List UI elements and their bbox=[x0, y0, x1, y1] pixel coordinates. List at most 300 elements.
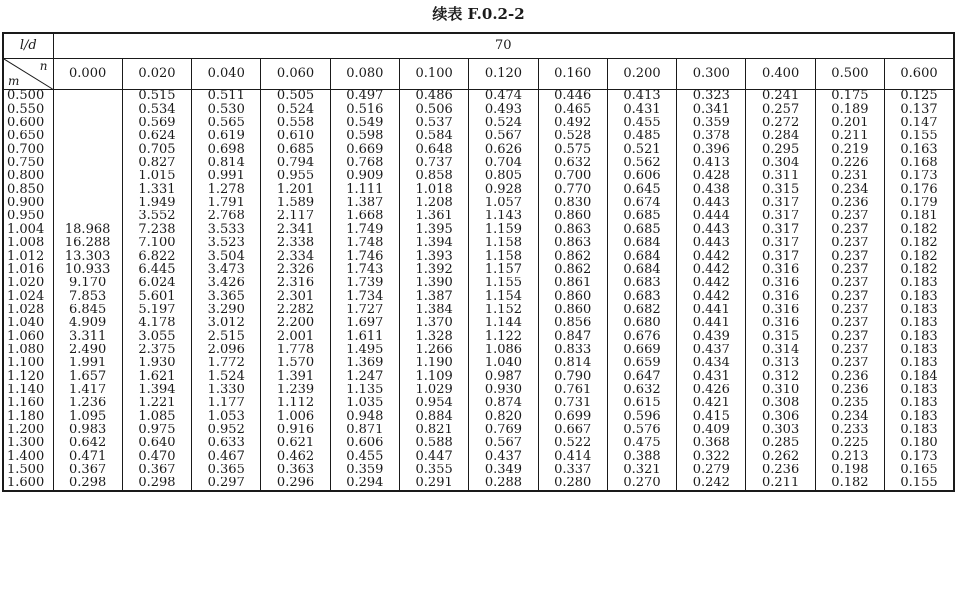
table-cell: 0.699 bbox=[538, 410, 607, 423]
n-value-header: 0.080 bbox=[330, 59, 399, 90]
table-cell: 0.863 bbox=[538, 223, 607, 236]
table-row bbox=[3, 344, 954, 357]
table-row bbox=[3, 290, 954, 303]
table-cell: 0.684 bbox=[607, 237, 676, 250]
table-cell: 0.676 bbox=[607, 330, 676, 343]
table-cell: 1.221 bbox=[122, 397, 191, 410]
table-cell: 1.201 bbox=[261, 183, 330, 196]
table-cell: 4.909 bbox=[53, 317, 122, 330]
table-row bbox=[3, 357, 954, 370]
table-cell: 0.285 bbox=[746, 437, 815, 450]
m-value-cell: 0.750 bbox=[3, 157, 53, 170]
table-cell: 0.312 bbox=[746, 370, 815, 383]
table-cell: 0.378 bbox=[677, 130, 746, 143]
table-cell: 3.365 bbox=[192, 290, 261, 303]
table-cell: 0.280 bbox=[538, 477, 607, 491]
table-cell: 0.317 bbox=[746, 223, 815, 236]
table-cell: 0.308 bbox=[746, 397, 815, 410]
table-cell: 0.645 bbox=[607, 183, 676, 196]
table-cell: 0.310 bbox=[746, 384, 815, 397]
table-cell: 0.137 bbox=[885, 103, 954, 116]
m-value-cell: 0.650 bbox=[3, 130, 53, 143]
table-cell: 3.552 bbox=[122, 210, 191, 223]
table-cell: 1.384 bbox=[399, 304, 468, 317]
table-cell: 0.279 bbox=[677, 464, 746, 477]
table-cell: 0.413 bbox=[607, 90, 676, 104]
table-cell: 0.173 bbox=[885, 170, 954, 183]
table-cell: 0.316 bbox=[746, 317, 815, 330]
n-value-header: 0.160 bbox=[538, 59, 607, 90]
table-cell: 0.298 bbox=[53, 477, 122, 491]
table-cell: 0.909 bbox=[330, 170, 399, 183]
table-cell: 1.621 bbox=[122, 370, 191, 383]
table-cell: 0.431 bbox=[677, 370, 746, 383]
table-cell: 0.182 bbox=[885, 237, 954, 250]
table-cell: 0.368 bbox=[677, 437, 746, 450]
table-cell: 0.231 bbox=[815, 170, 884, 183]
table-cell: 0.189 bbox=[815, 103, 884, 116]
table-cell: 0.438 bbox=[677, 183, 746, 196]
table-cell: 1.122 bbox=[469, 330, 538, 343]
table-cell: 0.768 bbox=[330, 157, 399, 170]
table-cell: 0.165 bbox=[885, 464, 954, 477]
table-cell: 0.567 bbox=[469, 130, 538, 143]
table-cell: 2.001 bbox=[261, 330, 330, 343]
table-cell: 0.474 bbox=[469, 90, 538, 104]
table-cell: 1.158 bbox=[469, 250, 538, 263]
table-cell: 0.858 bbox=[399, 170, 468, 183]
table-cell: 0.415 bbox=[677, 410, 746, 423]
table-cell: 7.853 bbox=[53, 290, 122, 303]
table-cell: 0.198 bbox=[815, 464, 884, 477]
table-cell: 0.860 bbox=[538, 304, 607, 317]
table-cell: 0.233 bbox=[815, 424, 884, 437]
table-cell: 0.447 bbox=[399, 450, 468, 463]
table-cell: 0.234 bbox=[815, 183, 884, 196]
table-cell: 0.241 bbox=[746, 90, 815, 104]
table-cell: 2.326 bbox=[261, 263, 330, 276]
table-cell: 0.684 bbox=[607, 263, 676, 276]
table-cell: 0.437 bbox=[677, 344, 746, 357]
table-cell: 0.175 bbox=[815, 90, 884, 104]
table-cell: 0.236 bbox=[815, 197, 884, 210]
table-cell: 0.183 bbox=[885, 290, 954, 303]
table-cell: 2.515 bbox=[192, 330, 261, 343]
table-cell: 0.492 bbox=[538, 117, 607, 130]
table-row bbox=[3, 477, 954, 491]
table-cell: 0.833 bbox=[538, 344, 607, 357]
table-cell: 0.534 bbox=[122, 103, 191, 116]
table-cell: 0.182 bbox=[885, 250, 954, 263]
table-cell: 0.317 bbox=[746, 237, 815, 250]
table-cell: 1.057 bbox=[469, 197, 538, 210]
table-cell: 2.334 bbox=[261, 250, 330, 263]
table-cell: 0.493 bbox=[469, 103, 538, 116]
table-cell: 1.208 bbox=[399, 197, 468, 210]
table-cell: 13.303 bbox=[53, 250, 122, 263]
table-cell: 1.053 bbox=[192, 410, 261, 423]
table-cell: 0.434 bbox=[677, 357, 746, 370]
table-cell bbox=[53, 157, 122, 170]
table-cell: 0.685 bbox=[261, 143, 330, 156]
table-cell: 0.173 bbox=[885, 450, 954, 463]
table-cell: 1.085 bbox=[122, 410, 191, 423]
table-cell: 1.930 bbox=[122, 357, 191, 370]
table-cell: 1.392 bbox=[399, 263, 468, 276]
table-cell: 0.633 bbox=[192, 437, 261, 450]
table-cell: 0.337 bbox=[538, 464, 607, 477]
table-cell: 0.524 bbox=[469, 117, 538, 130]
table-cell: 0.359 bbox=[330, 464, 399, 477]
table-cell: 1.015 bbox=[122, 170, 191, 183]
m-value-cell: 1.120 bbox=[3, 370, 53, 383]
table-cell: 0.562 bbox=[607, 157, 676, 170]
table-cell: 0.323 bbox=[677, 90, 746, 104]
table-row bbox=[3, 437, 954, 450]
diagonal-header-cell bbox=[3, 59, 53, 90]
n-value-header: 0.300 bbox=[677, 59, 746, 90]
table-cell: 9.170 bbox=[53, 277, 122, 290]
table-cell: 0.465 bbox=[538, 103, 607, 116]
table-cell: 1.159 bbox=[469, 223, 538, 236]
table-cell: 0.431 bbox=[607, 103, 676, 116]
m-symbol: m bbox=[8, 74, 20, 88]
table-cell: 0.234 bbox=[815, 410, 884, 423]
table-cell: 0.446 bbox=[538, 90, 607, 104]
table-cell: 0.237 bbox=[815, 237, 884, 250]
table-cell: 0.316 bbox=[746, 290, 815, 303]
table-cell: 1.395 bbox=[399, 223, 468, 236]
table-cell: 0.183 bbox=[885, 277, 954, 290]
table-row bbox=[3, 424, 954, 437]
table-row bbox=[3, 330, 954, 343]
table-row bbox=[3, 197, 954, 210]
m-value-cell: 1.060 bbox=[3, 330, 53, 343]
table-cell bbox=[53, 103, 122, 116]
table-cell: 0.467 bbox=[192, 450, 261, 463]
table-cell: 0.471 bbox=[53, 450, 122, 463]
table-cell: 0.303 bbox=[746, 424, 815, 437]
m-value-cell: 1.140 bbox=[3, 384, 53, 397]
table-cell: 0.642 bbox=[53, 437, 122, 450]
table-cell: 0.632 bbox=[538, 157, 607, 170]
table-cell: 1.387 bbox=[399, 290, 468, 303]
table-cell: 1.772 bbox=[192, 357, 261, 370]
table-cell: 4.178 bbox=[122, 317, 191, 330]
table-cell: 0.409 bbox=[677, 424, 746, 437]
table-cell: 0.685 bbox=[607, 210, 676, 223]
table-cell: 1.111 bbox=[330, 183, 399, 196]
table-cell bbox=[53, 130, 122, 143]
table-cell: 1.266 bbox=[399, 344, 468, 357]
m-value-cell: 1.012 bbox=[3, 250, 53, 263]
table-cell: 1.018 bbox=[399, 183, 468, 196]
table-cell: 0.421 bbox=[677, 397, 746, 410]
table-cell: 0.731 bbox=[538, 397, 607, 410]
table-cell: 0.297 bbox=[192, 477, 261, 491]
table-cell: 0.349 bbox=[469, 464, 538, 477]
table-cell: 0.183 bbox=[885, 424, 954, 437]
table-cell: 0.874 bbox=[469, 397, 538, 410]
m-value-cell: 0.550 bbox=[3, 103, 53, 116]
table-row bbox=[3, 170, 954, 183]
table-cell: 0.596 bbox=[607, 410, 676, 423]
table-cell: 0.606 bbox=[330, 437, 399, 450]
table-cell: 0.698 bbox=[192, 143, 261, 156]
m-value-cell: 0.700 bbox=[3, 143, 53, 156]
table-cell bbox=[53, 143, 122, 156]
table-cell: 0.930 bbox=[469, 384, 538, 397]
table-row bbox=[3, 464, 954, 477]
m-value-cell: 1.500 bbox=[3, 464, 53, 477]
n-value-header: 0.600 bbox=[885, 59, 954, 90]
table-cell: 1.739 bbox=[330, 277, 399, 290]
table-cell: 0.619 bbox=[192, 130, 261, 143]
table-cell: 0.367 bbox=[122, 464, 191, 477]
table-cell: 0.820 bbox=[469, 410, 538, 423]
table-cell: 1.391 bbox=[261, 370, 330, 383]
table-cell: 0.272 bbox=[746, 117, 815, 130]
table-cell: 0.861 bbox=[538, 277, 607, 290]
table-cell: 1.190 bbox=[399, 357, 468, 370]
table-cell: 0.270 bbox=[607, 477, 676, 491]
table-cell: 0.442 bbox=[677, 250, 746, 263]
table-row bbox=[3, 183, 954, 196]
table-cell: 0.737 bbox=[399, 157, 468, 170]
table-cell: 0.242 bbox=[677, 477, 746, 491]
table-cell: 0.237 bbox=[815, 223, 884, 236]
table-cell: 1.949 bbox=[122, 197, 191, 210]
table-cell: 3.055 bbox=[122, 330, 191, 343]
table-cell: 16.288 bbox=[53, 237, 122, 250]
table-cell: 0.444 bbox=[677, 210, 746, 223]
table-cell: 0.235 bbox=[815, 397, 884, 410]
table-cell: 1.157 bbox=[469, 263, 538, 276]
table-cell: 0.211 bbox=[815, 130, 884, 143]
table-cell: 1.417 bbox=[53, 384, 122, 397]
table-cell: 2.117 bbox=[261, 210, 330, 223]
table-cell: 0.916 bbox=[261, 424, 330, 437]
table-cell: 1.330 bbox=[192, 384, 261, 397]
table-cell: 1.370 bbox=[399, 317, 468, 330]
table-cell: 1.668 bbox=[330, 210, 399, 223]
table-cell: 0.761 bbox=[538, 384, 607, 397]
table-cell: 0.322 bbox=[677, 450, 746, 463]
table-cell: 0.237 bbox=[815, 357, 884, 370]
table-cell: 0.317 bbox=[746, 250, 815, 263]
table-cell: 1.328 bbox=[399, 330, 468, 343]
table-cell: 0.359 bbox=[677, 117, 746, 130]
m-value-cell: 1.040 bbox=[3, 317, 53, 330]
table-caption: 续表 F.0.2-2 bbox=[432, 5, 525, 23]
table-cell: 0.569 bbox=[122, 117, 191, 130]
table-cell: 0.648 bbox=[399, 143, 468, 156]
table-cell: 0.213 bbox=[815, 450, 884, 463]
table-cell: 1.144 bbox=[469, 317, 538, 330]
table-cell: 0.549 bbox=[330, 117, 399, 130]
m-value-cell: 0.950 bbox=[3, 210, 53, 223]
table-cell: 0.948 bbox=[330, 410, 399, 423]
table-cell: 1.394 bbox=[399, 237, 468, 250]
table-cell: 0.317 bbox=[746, 210, 815, 223]
table-row bbox=[3, 210, 954, 223]
table-cell: 0.521 bbox=[607, 143, 676, 156]
n-value-header: 0.040 bbox=[192, 59, 261, 90]
table-cell: 0.226 bbox=[815, 157, 884, 170]
table-cell: 1.112 bbox=[261, 397, 330, 410]
m-value-cell: 1.180 bbox=[3, 410, 53, 423]
table-row bbox=[3, 237, 954, 250]
table-cell: 0.155 bbox=[885, 130, 954, 143]
table-cell: 0.426 bbox=[677, 384, 746, 397]
table-cell: 0.624 bbox=[122, 130, 191, 143]
table-cell: 1.086 bbox=[469, 344, 538, 357]
table-cell: 1.035 bbox=[330, 397, 399, 410]
table-cell: 3.311 bbox=[53, 330, 122, 343]
coefficient-table bbox=[2, 32, 955, 492]
table-row bbox=[3, 157, 954, 170]
table-cell: 0.236 bbox=[815, 370, 884, 383]
table-cell: 2.200 bbox=[261, 317, 330, 330]
table-row bbox=[3, 223, 954, 236]
table-cell: 0.455 bbox=[607, 117, 676, 130]
table-cell: 0.294 bbox=[330, 477, 399, 491]
table-cell: 0.928 bbox=[469, 183, 538, 196]
table-cell: 1.135 bbox=[330, 384, 399, 397]
table-cell: 0.884 bbox=[399, 410, 468, 423]
table-cell: 0.291 bbox=[399, 477, 468, 491]
table-row bbox=[3, 370, 954, 383]
table-cell: 0.211 bbox=[746, 477, 815, 491]
table-cell: 0.219 bbox=[815, 143, 884, 156]
table-cell: 0.647 bbox=[607, 370, 676, 383]
table-cell: 0.284 bbox=[746, 130, 815, 143]
table-cell: 0.794 bbox=[261, 157, 330, 170]
table-cell: 2.341 bbox=[261, 223, 330, 236]
n-value-header: 0.120 bbox=[469, 59, 538, 90]
table-cell: 18.968 bbox=[53, 223, 122, 236]
table-cell: 0.530 bbox=[192, 103, 261, 116]
table-cell: 0.316 bbox=[746, 277, 815, 290]
table-cell: 1.109 bbox=[399, 370, 468, 383]
table-cell: 0.455 bbox=[330, 450, 399, 463]
m-value-cell: 1.200 bbox=[3, 424, 53, 437]
table-cell bbox=[53, 170, 122, 183]
m-value-cell: 1.600 bbox=[3, 477, 53, 491]
table-cell: 0.606 bbox=[607, 170, 676, 183]
table-cell: 0.952 bbox=[192, 424, 261, 437]
m-value-cell: 1.004 bbox=[3, 223, 53, 236]
table-cell: 1.734 bbox=[330, 290, 399, 303]
table-cell: 0.183 bbox=[885, 317, 954, 330]
table-cell: 0.237 bbox=[815, 290, 884, 303]
table-cell: 1.657 bbox=[53, 370, 122, 383]
table-cell: 0.814 bbox=[192, 157, 261, 170]
table-cell: 0.769 bbox=[469, 424, 538, 437]
table-cell: 1.387 bbox=[330, 197, 399, 210]
m-value-cell: 1.080 bbox=[3, 344, 53, 357]
table-row bbox=[3, 250, 954, 263]
table-cell: 0.821 bbox=[399, 424, 468, 437]
table-cell: 6.445 bbox=[122, 263, 191, 276]
table-cell: 0.684 bbox=[607, 250, 676, 263]
table-cell: 0.814 bbox=[538, 357, 607, 370]
table-cell: 0.524 bbox=[261, 103, 330, 116]
table-cell: 0.954 bbox=[399, 397, 468, 410]
table-cell: 0.180 bbox=[885, 437, 954, 450]
table-cell: 0.237 bbox=[815, 344, 884, 357]
table-row bbox=[3, 263, 954, 276]
table-cell: 0.315 bbox=[746, 330, 815, 343]
table-cell: 1.390 bbox=[399, 277, 468, 290]
m-value-cell: 1.016 bbox=[3, 263, 53, 276]
table-cell: 0.125 bbox=[885, 90, 954, 104]
m-value-cell: 1.300 bbox=[3, 437, 53, 450]
table-cell: 6.845 bbox=[53, 304, 122, 317]
table-cell: 0.363 bbox=[261, 464, 330, 477]
table-cell: 0.522 bbox=[538, 437, 607, 450]
table-cell: 0.860 bbox=[538, 290, 607, 303]
table-row bbox=[3, 117, 954, 130]
table-cell: 0.575 bbox=[538, 143, 607, 156]
table-cell: 0.183 bbox=[885, 330, 954, 343]
table-cell: 0.317 bbox=[746, 197, 815, 210]
table-cell: 3.533 bbox=[192, 223, 261, 236]
n-value-header: 0.020 bbox=[122, 59, 191, 90]
table-cell: 1.177 bbox=[192, 397, 261, 410]
table-cell: 0.830 bbox=[538, 197, 607, 210]
table-cell: 0.183 bbox=[885, 384, 954, 397]
table-cell: 3.012 bbox=[192, 317, 261, 330]
table-cell: 0.991 bbox=[192, 170, 261, 183]
table-cell: 1.748 bbox=[330, 237, 399, 250]
table-cell: 0.667 bbox=[538, 424, 607, 437]
m-value-cell: 0.900 bbox=[3, 197, 53, 210]
table-cell: 0.705 bbox=[122, 143, 191, 156]
table-cell: 1.155 bbox=[469, 277, 538, 290]
table-cell: 0.674 bbox=[607, 197, 676, 210]
table-row bbox=[3, 317, 954, 330]
table-cell: 0.168 bbox=[885, 157, 954, 170]
table-cell: 0.704 bbox=[469, 157, 538, 170]
table-cell: 0.528 bbox=[538, 130, 607, 143]
table-cell bbox=[53, 210, 122, 223]
table-cell: 0.610 bbox=[261, 130, 330, 143]
table-row bbox=[3, 384, 954, 397]
table-cell: 0.304 bbox=[746, 157, 815, 170]
table-cell: 0.862 bbox=[538, 250, 607, 263]
m-value-cell: 1.024 bbox=[3, 290, 53, 303]
table-cell: 0.567 bbox=[469, 437, 538, 450]
table-cell: 0.975 bbox=[122, 424, 191, 437]
table-cell: 0.470 bbox=[122, 450, 191, 463]
table-cell: 1.369 bbox=[330, 357, 399, 370]
table-cell: 0.790 bbox=[538, 370, 607, 383]
table-cell: 0.805 bbox=[469, 170, 538, 183]
table-cell: 1.524 bbox=[192, 370, 261, 383]
table-cell: 0.443 bbox=[677, 197, 746, 210]
table-cell: 0.176 bbox=[885, 183, 954, 196]
table-cell: 1.778 bbox=[261, 344, 330, 357]
table-cell: 2.301 bbox=[261, 290, 330, 303]
table-cell: 0.321 bbox=[607, 464, 676, 477]
table-cell: 0.296 bbox=[261, 477, 330, 491]
m-value-cell: 0.850 bbox=[3, 183, 53, 196]
table-cell: 0.856 bbox=[538, 317, 607, 330]
table-cell: 0.475 bbox=[607, 437, 676, 450]
table-cell: 1.247 bbox=[330, 370, 399, 383]
table-cell: 1.278 bbox=[192, 183, 261, 196]
